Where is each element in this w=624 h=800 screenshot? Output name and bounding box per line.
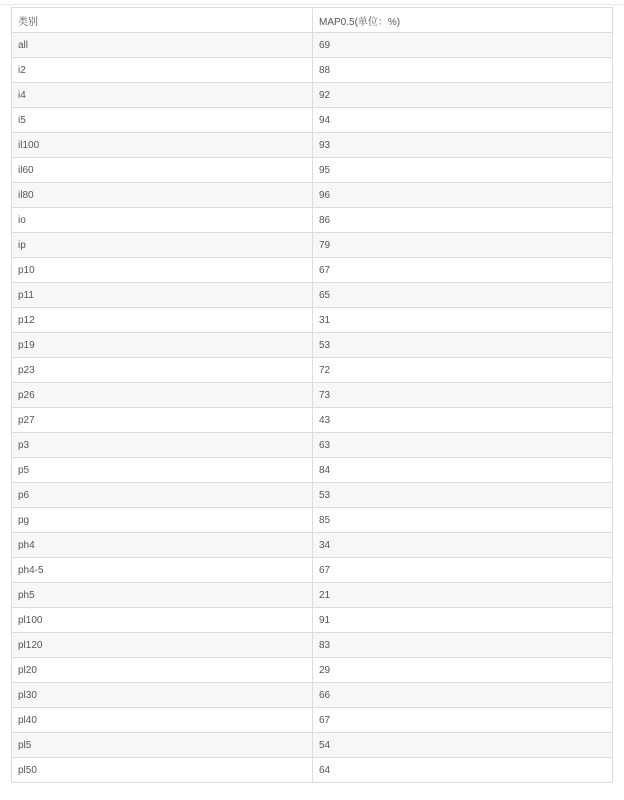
results-table bbox=[11, 7, 613, 783]
cell-category: pg bbox=[12, 508, 313, 533]
cell-map-value: 94 bbox=[313, 108, 613, 133]
cell-map-value: 83 bbox=[313, 633, 613, 658]
table-row bbox=[12, 33, 613, 58]
cell-category: pl5 bbox=[12, 733, 313, 758]
cell-category: pl100 bbox=[12, 608, 313, 633]
table-header-row bbox=[12, 8, 613, 33]
cell-category: i5 bbox=[12, 108, 313, 133]
cell-map-value: 95 bbox=[313, 158, 613, 183]
table-row bbox=[12, 733, 613, 758]
cell-map-value: 43 bbox=[313, 408, 613, 433]
cell-map-value: 63 bbox=[313, 433, 613, 458]
cell-category: pl50 bbox=[12, 758, 313, 783]
cell-category: il80 bbox=[12, 183, 313, 208]
table-row bbox=[12, 608, 613, 633]
cell-category: all bbox=[12, 33, 313, 58]
cell-map-value: 67 bbox=[313, 558, 613, 583]
cell-map-value: 86 bbox=[313, 208, 613, 233]
table-row bbox=[12, 558, 613, 583]
table-row bbox=[12, 408, 613, 433]
cell-category: p23 bbox=[12, 358, 313, 383]
table-row bbox=[12, 133, 613, 158]
cell-category: ph5 bbox=[12, 583, 313, 608]
cell-map-value: 84 bbox=[313, 458, 613, 483]
cell-category: p12 bbox=[12, 308, 313, 333]
table-row bbox=[12, 183, 613, 208]
cell-category: ph4 bbox=[12, 533, 313, 558]
cell-map-value: 65 bbox=[313, 283, 613, 308]
header-map: MAP0.5(单位：%) bbox=[313, 8, 613, 33]
cell-map-value: 96 bbox=[313, 183, 613, 208]
cell-map-value: 34 bbox=[313, 533, 613, 558]
cell-map-value: 21 bbox=[313, 583, 613, 608]
header-category: 类别 bbox=[12, 8, 313, 33]
cell-category: il100 bbox=[12, 133, 313, 158]
cell-map-value: 93 bbox=[313, 133, 613, 158]
cell-category: ip bbox=[12, 233, 313, 258]
cell-category: pl40 bbox=[12, 708, 313, 733]
table-row bbox=[12, 158, 613, 183]
table-row bbox=[12, 708, 613, 733]
table-row bbox=[12, 108, 613, 133]
table-row bbox=[12, 458, 613, 483]
cell-map-value: 54 bbox=[313, 733, 613, 758]
table-row bbox=[12, 483, 613, 508]
table-row bbox=[12, 58, 613, 83]
cell-category: il60 bbox=[12, 158, 313, 183]
table-row bbox=[12, 658, 613, 683]
table-row bbox=[12, 383, 613, 408]
cell-category: p26 bbox=[12, 383, 313, 408]
cell-map-value: 69 bbox=[313, 33, 613, 58]
cell-category: p3 bbox=[12, 433, 313, 458]
results-table-container bbox=[11, 7, 612, 783]
table-row bbox=[12, 758, 613, 783]
cell-map-value: 72 bbox=[313, 358, 613, 383]
table-row bbox=[12, 683, 613, 708]
cell-map-value: 53 bbox=[313, 483, 613, 508]
cell-category: p19 bbox=[12, 333, 313, 358]
cell-category: pl30 bbox=[12, 683, 313, 708]
cell-category: p5 bbox=[12, 458, 313, 483]
cell-category: i4 bbox=[12, 83, 313, 108]
top-divider bbox=[0, 4, 624, 5]
cell-map-value: 92 bbox=[313, 83, 613, 108]
table-row bbox=[12, 258, 613, 283]
cell-category: p10 bbox=[12, 258, 313, 283]
table-row bbox=[12, 208, 613, 233]
cell-map-value: 31 bbox=[313, 308, 613, 333]
cell-map-value: 67 bbox=[313, 258, 613, 283]
table-row bbox=[12, 433, 613, 458]
cell-map-value: 67 bbox=[313, 708, 613, 733]
cell-category: pl120 bbox=[12, 633, 313, 658]
cell-category: i2 bbox=[12, 58, 313, 83]
cell-map-value: 66 bbox=[313, 683, 613, 708]
cell-category: p27 bbox=[12, 408, 313, 433]
cell-map-value: 73 bbox=[313, 383, 613, 408]
cell-category: p6 bbox=[12, 483, 313, 508]
cell-map-value: 64 bbox=[313, 758, 613, 783]
table-row bbox=[12, 533, 613, 558]
table-row bbox=[12, 633, 613, 658]
table-row bbox=[12, 358, 613, 383]
table-row bbox=[12, 508, 613, 533]
table-row bbox=[12, 583, 613, 608]
cell-category: pl20 bbox=[12, 658, 313, 683]
table-row bbox=[12, 283, 613, 308]
cell-map-value: 85 bbox=[313, 508, 613, 533]
table-row bbox=[12, 233, 613, 258]
table-row bbox=[12, 333, 613, 358]
cell-category: io bbox=[12, 208, 313, 233]
cell-map-value: 79 bbox=[313, 233, 613, 258]
results-table-body bbox=[12, 8, 613, 783]
cell-map-value: 53 bbox=[313, 333, 613, 358]
table-row bbox=[12, 308, 613, 333]
cell-map-value: 88 bbox=[313, 58, 613, 83]
cell-category: p11 bbox=[12, 283, 313, 308]
cell-map-value: 91 bbox=[313, 608, 613, 633]
table-row bbox=[12, 83, 613, 108]
cell-map-value: 29 bbox=[313, 658, 613, 683]
cell-category: ph4-5 bbox=[12, 558, 313, 583]
